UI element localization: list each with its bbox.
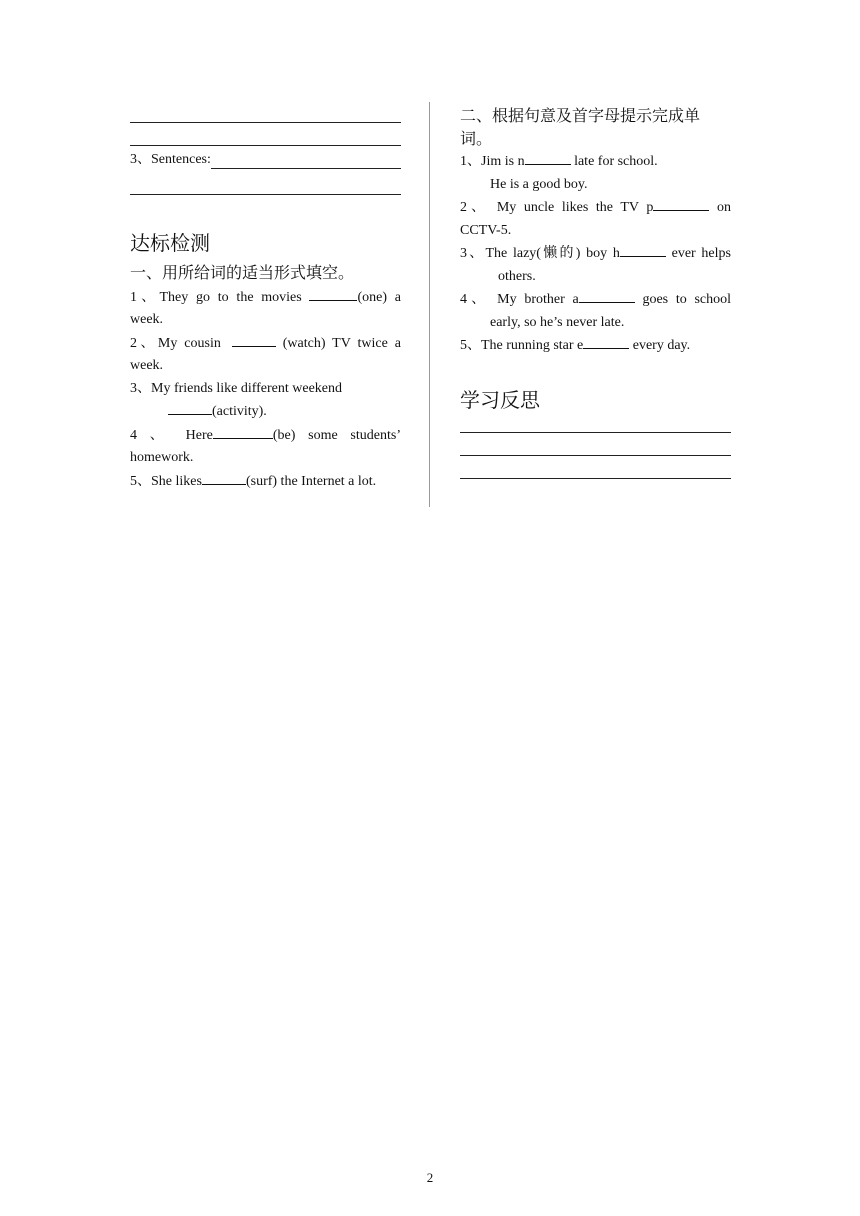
question-5: 5、She likes (surf) the Internet a lot. bbox=[130, 470, 401, 494]
answer-blank bbox=[583, 334, 629, 349]
section-title: 达标检测 bbox=[130, 230, 210, 255]
right-column bbox=[460, 104, 731, 479]
question-3: 3、My friends like different weekend bbox=[130, 380, 343, 396]
question-4: 4 、 Here (be) some students’ bbox=[130, 424, 401, 448]
answer-line bbox=[130, 194, 401, 195]
answer-blank bbox=[653, 196, 709, 211]
answer-line bbox=[130, 145, 401, 146]
sentences-blank bbox=[211, 152, 401, 169]
exercise-2 bbox=[460, 150, 731, 358]
question-2: 2、 My uncle likes the TV p on bbox=[460, 196, 731, 220]
page-number: 2 bbox=[426, 1170, 434, 1185]
answer-blank bbox=[525, 150, 571, 165]
reflection-title: 学习反思 bbox=[460, 387, 540, 412]
question-5: 5、The running star e every day. bbox=[460, 334, 731, 358]
question-2: 2、My cousin (watch) TV twice a bbox=[130, 332, 401, 356]
answer-blank bbox=[579, 288, 635, 303]
answer-blank bbox=[168, 400, 212, 415]
question-2-cont: week. bbox=[130, 358, 164, 373]
answer-blank bbox=[232, 332, 276, 347]
column-divider bbox=[429, 102, 430, 507]
question-1-cont: week. bbox=[130, 312, 164, 327]
question-3-cont: others. bbox=[498, 268, 536, 284]
question-3-cont: (activity). bbox=[130, 400, 401, 424]
question-1: 1、Jim is n late for school. bbox=[460, 150, 731, 174]
question-1: 1、They go to the movies (one) a bbox=[130, 286, 401, 310]
reflection-line bbox=[460, 478, 731, 479]
question-3: 3、The lazy(懒的) boy h ever helps bbox=[460, 242, 731, 266]
question-4-cont: early, so he’s never late. bbox=[490, 314, 625, 330]
sentences-row bbox=[130, 149, 401, 172]
question-1-cont: He is a good boy. bbox=[490, 176, 588, 192]
answer-blank bbox=[202, 470, 246, 485]
answer-blank bbox=[309, 286, 357, 301]
part2-title: 二、根据句意及首字母提示完成单 bbox=[460, 106, 701, 125]
left-column bbox=[130, 104, 401, 493]
answer-blank bbox=[620, 242, 666, 257]
question-4-cont: homework. bbox=[130, 450, 194, 465]
answer-blank bbox=[213, 424, 273, 439]
part2-title-cont: 词。 bbox=[460, 129, 493, 148]
question-4: 4、 My brother a goes to school bbox=[460, 288, 731, 312]
question-2-cont: CCTV-5. bbox=[460, 222, 512, 238]
part1-title: 一、用所给词的适当形式填空。 bbox=[130, 262, 355, 282]
exercise-1 bbox=[130, 286, 401, 494]
sentences-label: 3、Sentences: bbox=[130, 152, 211, 167]
